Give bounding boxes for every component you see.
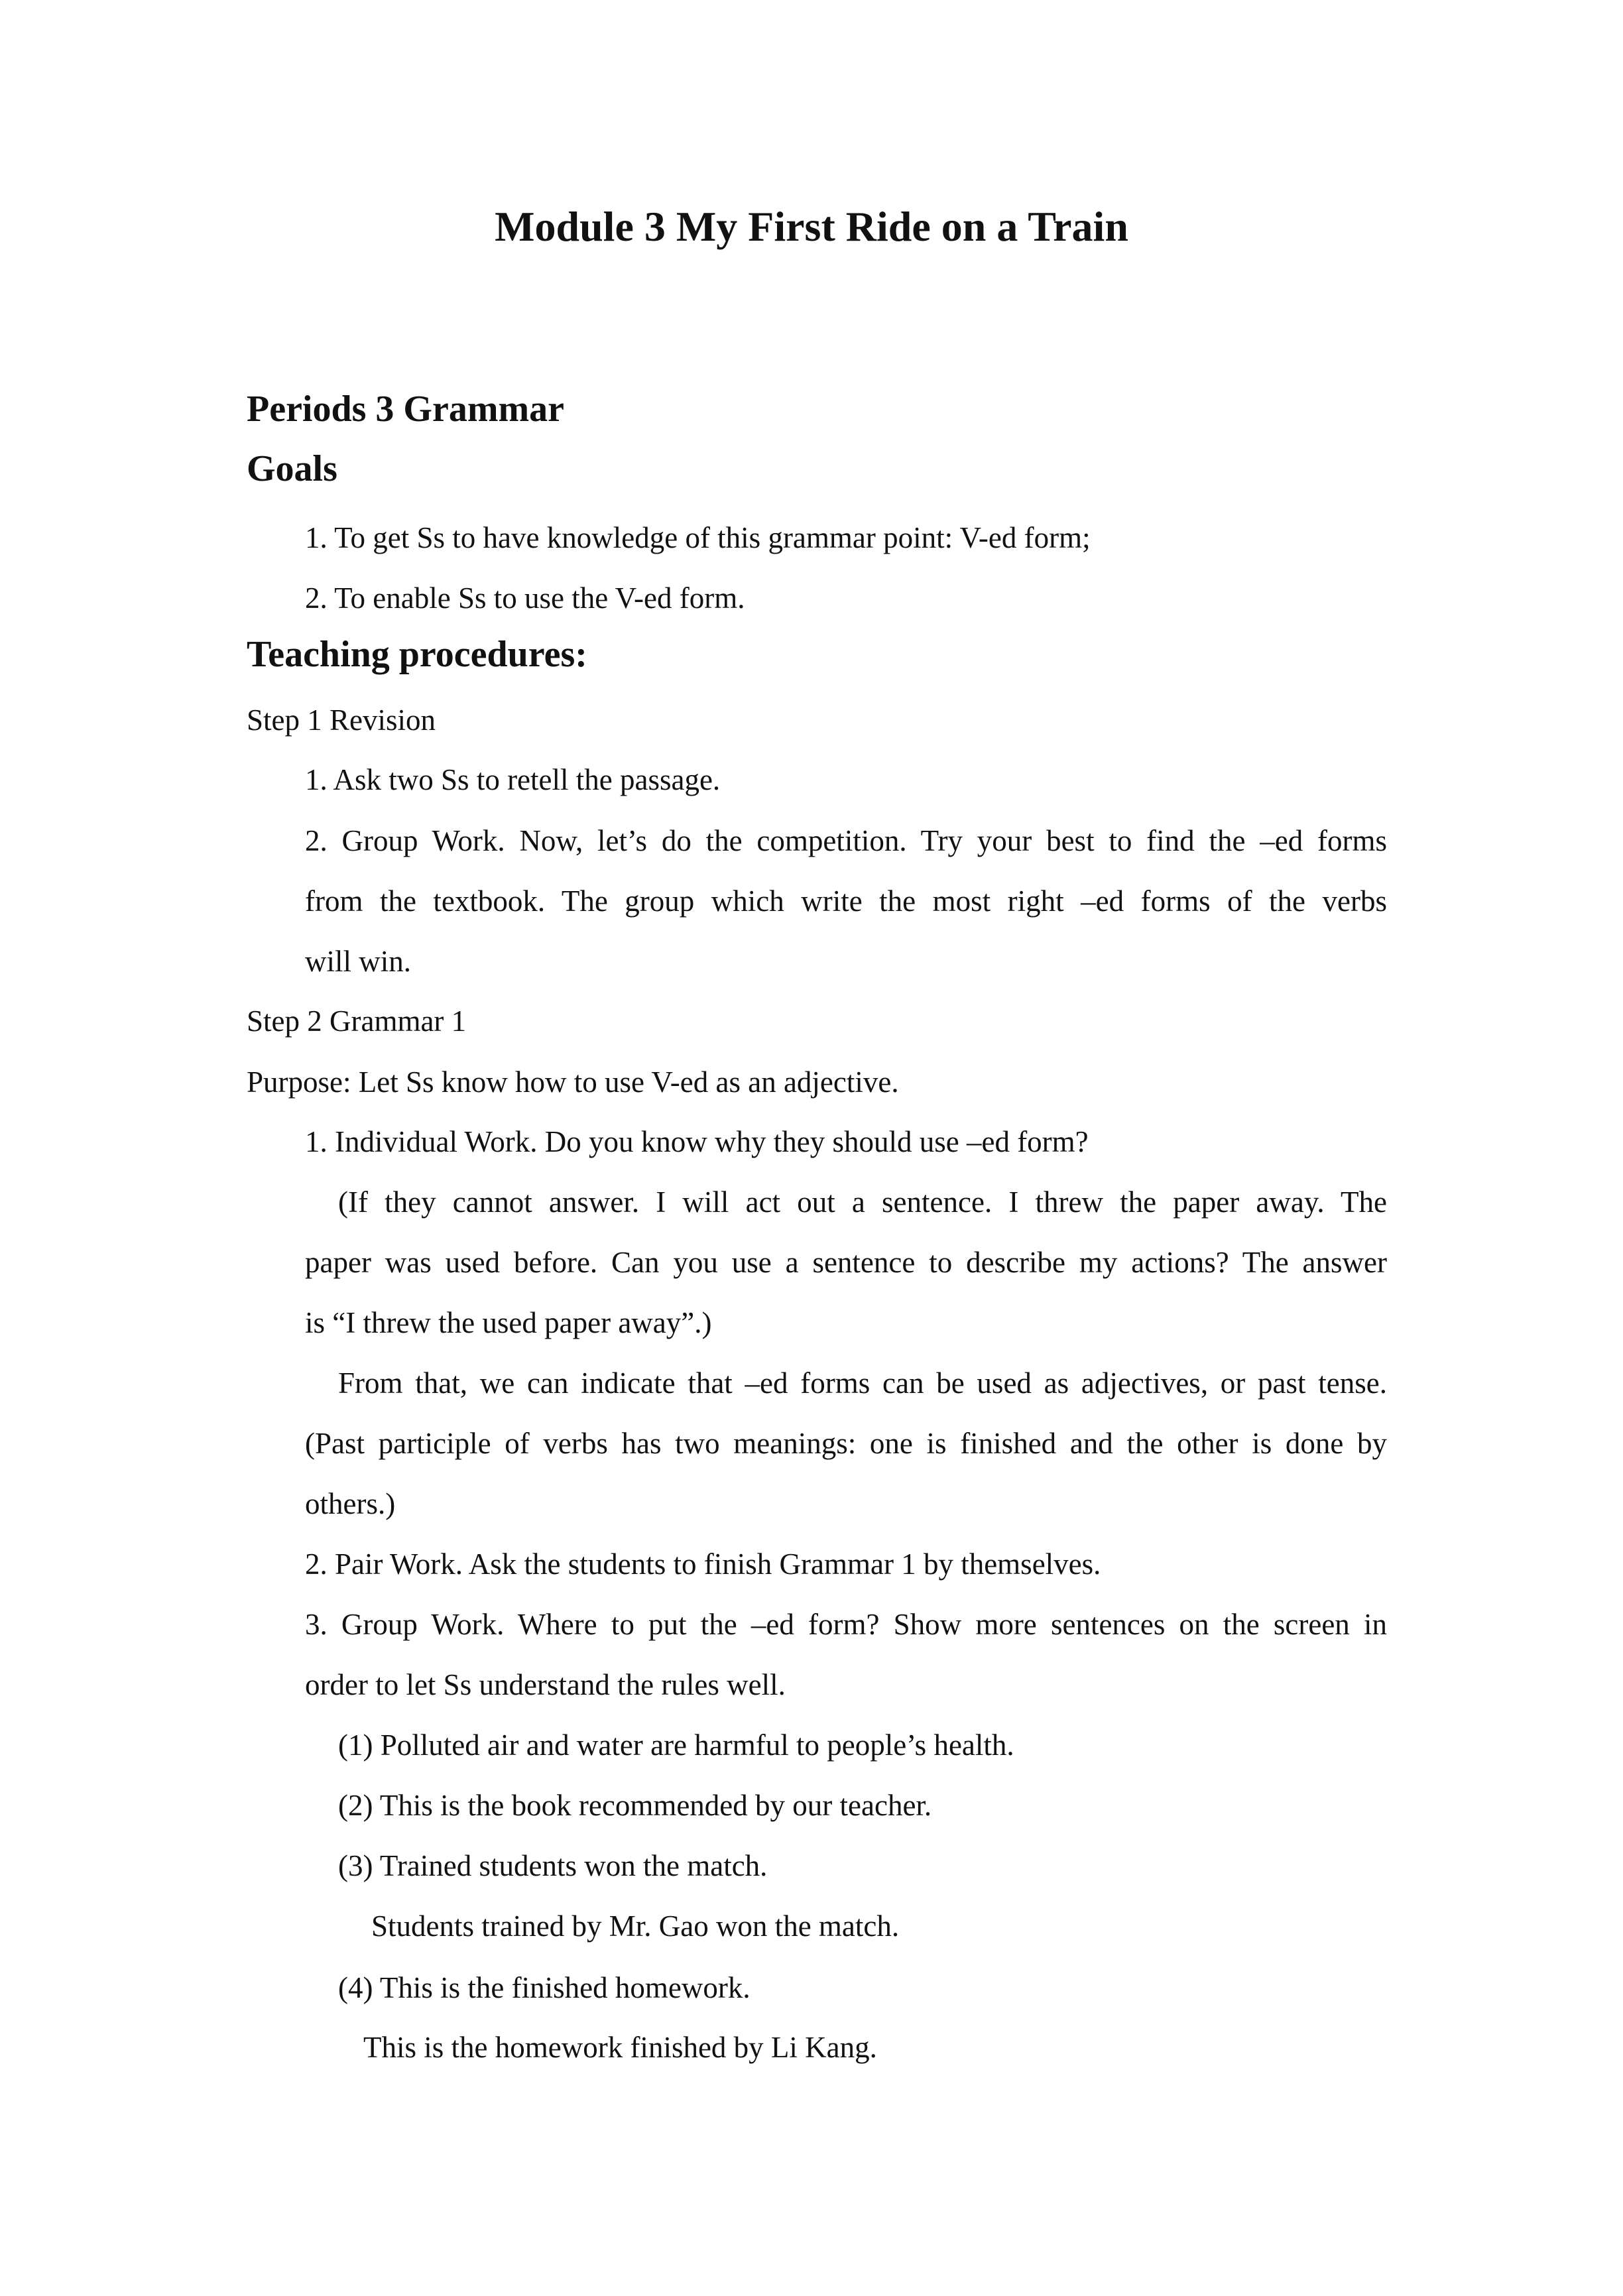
step2-heading: Step 2 Grammar 1 bbox=[247, 1004, 467, 1038]
step2-from-line: From that, we can indicate that –ed forms can be used as adjectives, or past tense. bbox=[338, 1366, 1387, 1400]
example-sentence: (1) Polluted air and water are harmful to people’s health. bbox=[338, 1728, 1014, 1762]
step2-note-line: is “I threw the used paper away”.) bbox=[305, 1306, 712, 1339]
procedures-heading: Teaching procedures: bbox=[247, 634, 587, 675]
step2-item1: 1. Individual Work. Do you know why they should use –ed form? bbox=[305, 1125, 1089, 1158]
step1-item2-line: from the textbook. The group which write the most right –ed forms of the verbs bbox=[305, 884, 1387, 918]
step1-heading: Step 1 Revision bbox=[247, 703, 436, 737]
document-title: Module 3 My First Ride on a Train bbox=[495, 203, 1128, 250]
step2-note-line: paper was used before. Can you use a sentence to describe my actions? The answer bbox=[305, 1246, 1387, 1279]
example-sentence: (4) This is the finished homework. bbox=[338, 1971, 751, 2004]
step2-item3-line: order to let Ss understand the rules well. bbox=[305, 1668, 786, 1701]
example-sentence: (2) This is the book recommended by our teacher. bbox=[338, 1789, 932, 1822]
goal-item: 1. To get Ss to have knowledge of this grammar point: V-ed form; bbox=[305, 521, 1091, 554]
step1-item2-line: 2. Group Work. Now, let’s do the competition. Try your best to find the –ed forms bbox=[305, 824, 1387, 857]
step1-item2-line: will win. bbox=[305, 945, 412, 978]
step2-from-line: others.) bbox=[305, 1487, 396, 1520]
step2-from-line: (Past participle of verbs has two meanings: one is finished and the other is done by bbox=[305, 1427, 1387, 1460]
step2-note-line: (If they cannot answer. I will act out a sentence. I threw the paper away. The bbox=[338, 1185, 1387, 1219]
goal-item: 2. To enable Ss to use the V-ed form. bbox=[305, 581, 745, 615]
goals-heading: Goals bbox=[247, 448, 337, 489]
step1-item1: 1. Ask two Ss to retell the passage. bbox=[305, 763, 721, 796]
step2-purpose: Purpose: Let Ss know how to use V-ed as an adjective. bbox=[247, 1065, 899, 1099]
step2-item2: 2. Pair Work. Ask the students to finish Grammar 1 by themselves. bbox=[305, 1547, 1101, 1581]
example-sentence: This is the homework finished by Li Kang. bbox=[363, 2031, 877, 2064]
example-sentence: Students trained by Mr. Gao won the match. bbox=[371, 1909, 900, 1943]
example-sentence: (3) Trained students won the match. bbox=[338, 1849, 768, 1882]
period-heading: Periods 3 Grammar bbox=[247, 389, 564, 430]
step2-item3-line: 3. Group Work. Where to put the –ed form? Show more sentences on the screen in bbox=[305, 1608, 1387, 1641]
